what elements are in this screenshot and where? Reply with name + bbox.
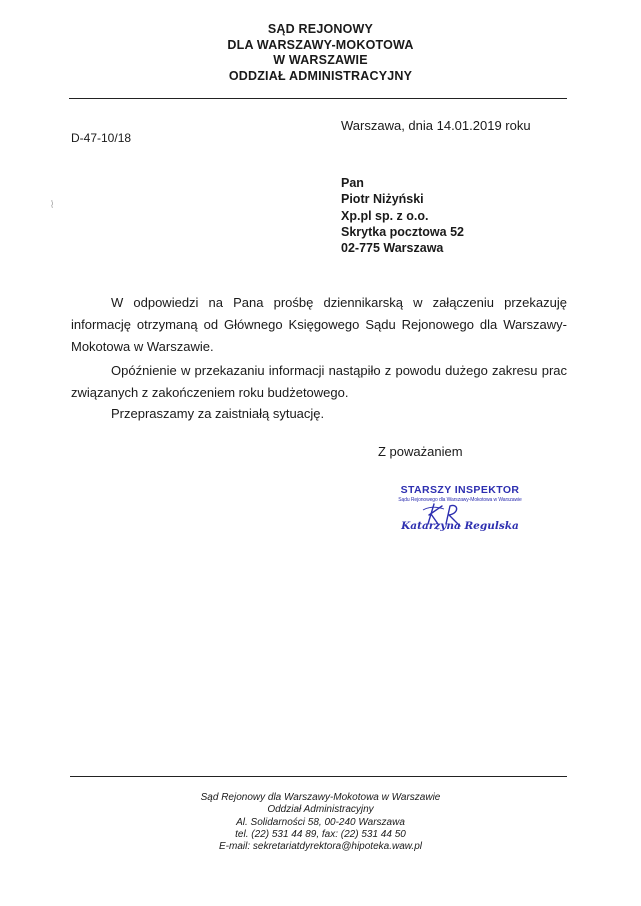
letterhead [0,22,641,84]
recipient-postal-city: 02-775 Warszawa [341,241,444,256]
letter-date: Warszawa, dnia 14.01.2019 roku [341,118,531,133]
footer [0,792,641,853]
letterhead-district: DLA WARSZAWY-MOKOTOWA [227,37,414,52]
scan-speck [50,200,55,208]
stamp-title: STARSZY INSPEKTOR [400,484,520,496]
body-paragraph-delay: Opóźnienie w przekazaniu informacji nastąpiło z powodu dużego zakresu prac związanych z zakończeniem roku budżetowego. [71,363,567,400]
handwritten-signature [420,500,470,530]
letterhead-department: ODDZIAŁ ADMINISTRACYJNY [228,68,413,83]
recipient-name: Piotr Niżyński [341,192,424,207]
footer-phone-fax: tel. (22) 531 44 89, fax: (22) 531 44 50 [235,828,406,840]
header-divider [69,98,567,99]
body-paragraph-apology: Przepraszamy za zaistniałą sytuację. [111,406,325,421]
footer-department: Oddział Administracyjny [267,804,374,816]
letterhead-court-name: SĄD REJONOWY [267,22,374,36]
footer-street-address: Al. Solidarności 58, 00-240 Warszawa [236,816,405,828]
recipient-po-box: Skrytka pocztowa 52 [341,224,464,239]
recipient-address [341,175,464,256]
stamp-name: Katarzyna Regulska [401,520,519,532]
footer-divider [70,776,567,777]
stamp-subtitle: Sądu Rejonowego dla Warszawy-Mokotowa w Warszawie [398,497,522,503]
footer-email: E-mail: sekretariatdyrektora@hipoteka.waw.pl [218,841,422,853]
letterhead-city: W WARSZAWIE [273,53,368,67]
closing-phrase: Z poważaniem [378,444,463,459]
footer-court-name: Sąd Rejonowy dla Warszawy-Mokotowa w Warszawie [200,792,441,803]
recipient-salutation: Pan [341,176,364,190]
recipient-company: Xp.pl sp. z o.o. [341,208,429,223]
body-paragraph-request: W odpowiedzi na Pana prośbę dziennikarską w załączeniu przekazuję informację otrzymaną od Głównego Księgowego Sądu Rejonowego dla Warszawy-Mokotowa w Warszawie. [71,295,567,354]
reference-number: D-47-10/18 [71,131,132,145]
